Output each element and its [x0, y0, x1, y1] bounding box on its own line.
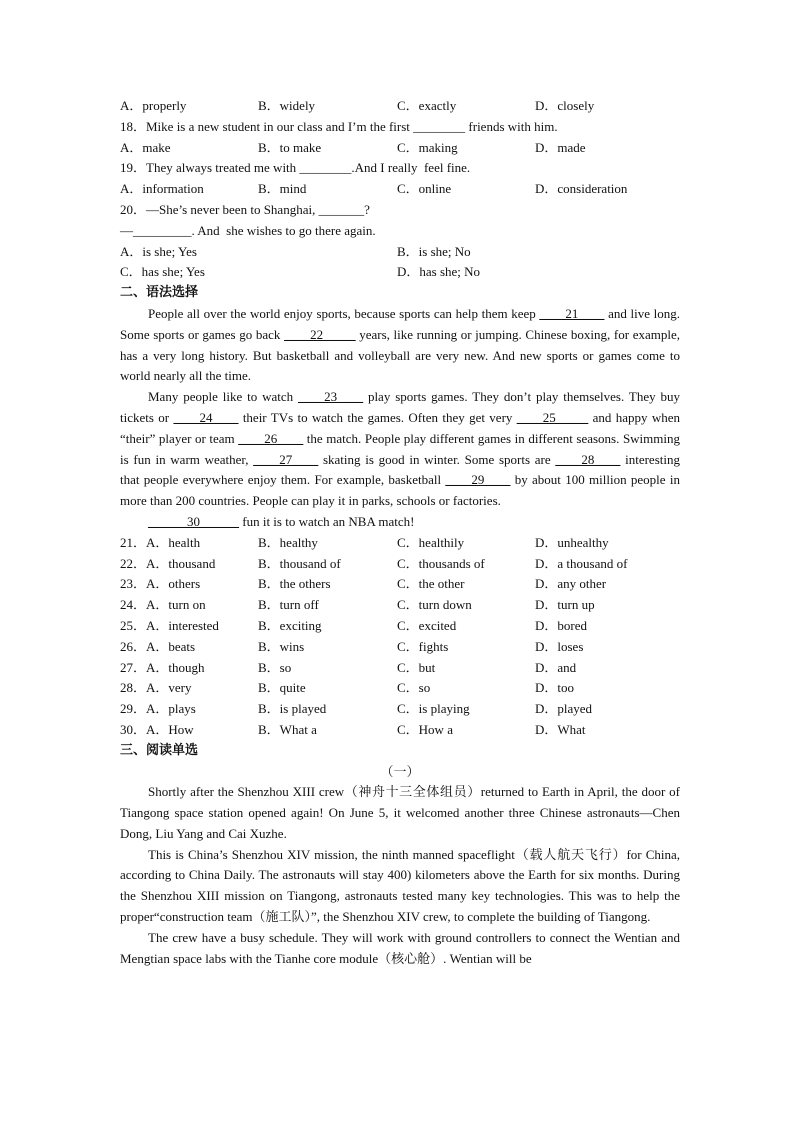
q27-option-a[interactable]: 27．A．though — [120, 659, 205, 675]
blank-25[interactable]: ____25_____ — [516, 409, 589, 425]
q26-option-a[interactable]: 26．A．beats — [120, 638, 196, 654]
q22-option-d[interactable]: D．a thousand of — [535, 555, 628, 571]
q21-option-b[interactable]: B．healthy — [258, 534, 318, 550]
grammar-passage-p1: People all over the world enjoy sports, because sports can help them keep ____21____ and live long. Some sports or games go back ____22_____ years, like running or jumping. Chinese boxing, for example, has a very long history. But basketball and volleyball are very new. And new sports or games come to world nearly all the time. — [120, 305, 680, 384]
q27-option-d[interactable]: D．and — [535, 659, 577, 675]
grammar-passage-p3: ______30______ fun it is to watch an NBA match! — [148, 513, 415, 529]
q23-option-b[interactable]: B．the others — [258, 576, 331, 592]
q22-option-b[interactable]: B．thousand of — [258, 555, 341, 571]
q19-option-d[interactable]: D．consideration — [535, 181, 628, 197]
q30-option-c[interactable]: C．How a — [397, 721, 453, 737]
question-row — [120, 533, 680, 554]
q23-option-d[interactable]: D．any other — [535, 576, 607, 592]
q19-option-b[interactable]: B．mind — [258, 181, 307, 197]
question-row — [120, 699, 680, 720]
q23-option-a[interactable]: 23．A．others — [120, 576, 201, 592]
question-row — [120, 658, 680, 679]
q29-option-c[interactable]: C．is playing — [397, 701, 470, 717]
reading-paragraph-1: Shortly after the Shenzhou XIII crew（神舟十三全体组员）returned to Earth in April, the door of Tiangong space station opened again! On June 5, it welcomed another three Chinese astronauts—Chen Dong, Liu Yang and Cai Xuzhe. — [120, 784, 680, 841]
q21-option-a[interactable]: 21．A．health — [120, 534, 201, 550]
q27-option-c[interactable]: C．but — [397, 659, 436, 675]
q25-option-a[interactable]: 25．A．interested — [120, 617, 219, 633]
q18-option-c[interactable]: C．making — [397, 139, 458, 155]
blank-29[interactable]: ____29____ — [445, 472, 511, 488]
q24-option-d[interactable]: D．turn up — [535, 597, 595, 613]
q30-option-a[interactable]: 30．A．How — [120, 721, 194, 737]
q29-option-a[interactable]: 29．A．plays — [120, 701, 196, 717]
question-row — [120, 574, 680, 595]
reading-paragraph-3: The crew have a busy schedule. They will work with ground controllers to connect the Wentian and Mengtian space labs with the Tianhe core module（核心舱）. Wentian will be — [120, 929, 680, 966]
blank-22[interactable]: ____22_____ — [284, 326, 356, 342]
q20-option-c[interactable]: C．has she; Yes — [120, 264, 205, 280]
blank-28[interactable]: ____28____ — [555, 451, 621, 467]
q28-option-a[interactable]: 28．A．very — [120, 680, 192, 696]
q28-option-d[interactable]: D．too — [535, 680, 575, 696]
q17-option-b[interactable]: B．widely — [258, 98, 316, 113]
q18-option-a[interactable]: A．make — [120, 139, 171, 155]
section-reading-title: 三、阅读单选 — [120, 742, 199, 758]
q26-option-d[interactable]: D．loses — [535, 638, 584, 654]
question-row — [120, 595, 680, 616]
q24-option-b[interactable]: B．turn off — [258, 597, 319, 613]
q17-options — [120, 96, 680, 117]
question-row — [120, 616, 680, 637]
question-row — [120, 637, 680, 658]
blank-27[interactable]: ____27____ — [253, 451, 319, 467]
q25-option-c[interactable]: C．excited — [397, 617, 457, 633]
section-grammar-title: 二、语法选择 — [120, 285, 199, 301]
q30-option-b[interactable]: B．What a — [258, 721, 317, 737]
q20-options-cd — [120, 262, 680, 283]
grammar-passage-p2: Many people like to watch ____23____ play sports games. They don’t play themselves. They buy tickets or ____24____ their TVs to watch the games. Often they get very ____25_____ and happy when “their” player or team ____26____ the match. People play different games in different seasons. Swimming is fun in warm weather, ____27____ skating is good in winter. Some sports are ____28____ interesting that people everywhere enjoy them. For example, basketball ____29____ by about 100 million people in more than 200 countries. People can play it in parks, schools or factories. — [120, 389, 681, 509]
q18-stem: 18．Mike is a new student in our class and I’m the first ________ friends with him. — [120, 118, 558, 134]
q29-option-d[interactable]: D．played — [535, 701, 593, 717]
blank-26[interactable]: ____26____ — [238, 430, 304, 446]
q24-option-a[interactable]: 24．A．turn on — [120, 597, 206, 613]
q18-option-b[interactable]: B．to make — [258, 139, 322, 155]
q30-option-d[interactable]: D．What — [535, 721, 586, 737]
q27-option-b[interactable]: B．so — [258, 659, 292, 675]
blank-24[interactable]: ____24____ — [173, 409, 239, 425]
q26-option-b[interactable]: B．wins — [258, 638, 305, 654]
q18-option-d[interactable]: D．made — [535, 139, 586, 155]
q20-option-d[interactable]: D．has she; No — [397, 264, 481, 280]
q20-option-b[interactable]: B．is she; No — [397, 243, 471, 259]
q19-option-a[interactable]: A．information — [120, 181, 204, 197]
q23-option-c[interactable]: C．the other — [397, 576, 465, 592]
question-row — [120, 720, 680, 741]
q20-options-ab — [120, 242, 680, 263]
q20-stem-response: —_________. And she wishes to go there again. — [120, 222, 376, 238]
q19-option-c[interactable]: C．online — [397, 181, 452, 197]
q19-options — [120, 179, 680, 200]
exam-page — [120, 96, 680, 969]
question-row — [120, 678, 680, 699]
blank-23[interactable]: ____23____ — [298, 389, 364, 405]
question-row — [120, 554, 680, 575]
q17-option-c[interactable]: C．exactly — [397, 98, 457, 113]
reading-part-label: （一） — [380, 763, 420, 779]
blank-30[interactable]: ______30______ — [148, 513, 239, 529]
q18-options — [120, 138, 680, 159]
reading-paragraph-2: This is China’s Shenzhou XIV mission, the ninth manned spaceflight（载人航天飞行）for China, according to China Daily. The astronauts will stay 400) kilometers above the Earth for six months. During the Shenzhou XIII mission on Tiangong, astronauts tested many key technologies. This was to help the proper“construction team（施工队）”, the Shenzhou XIV crew, to complete the building of Tiangong. — [120, 846, 680, 925]
blank-21[interactable]: ____21____ — [539, 305, 605, 321]
q28-option-c[interactable]: C．so — [397, 680, 431, 696]
q21-option-d[interactable]: D．unhealthy — [535, 534, 609, 550]
q20-stem: 20．—She’s never been to Shanghai, _______? — [120, 201, 370, 217]
grammar-questions — [120, 533, 680, 741]
q20-option-a[interactable]: A．is she; Yes — [120, 243, 197, 259]
q26-option-c[interactable]: C．fights — [397, 638, 449, 654]
q29-option-b[interactable]: B．is played — [258, 701, 327, 717]
q28-option-b[interactable]: B．quite — [258, 680, 306, 696]
q22-option-a[interactable]: 22．A．thousand — [120, 555, 216, 571]
q25-option-b[interactable]: B．exciting — [258, 617, 322, 633]
q24-option-c[interactable]: C．turn down — [397, 597, 472, 613]
q17-option-a[interactable]: A．properly — [120, 98, 187, 113]
q21-option-c[interactable]: C．healthily — [397, 534, 465, 550]
q17-option-d[interactable]: D．closely — [535, 98, 595, 113]
q19-stem: 19．They always treated me with ________.And I really feel fine. — [120, 160, 471, 176]
q22-option-c[interactable]: C．thousands of — [397, 555, 485, 571]
q25-option-d[interactable]: D．bored — [535, 617, 587, 633]
